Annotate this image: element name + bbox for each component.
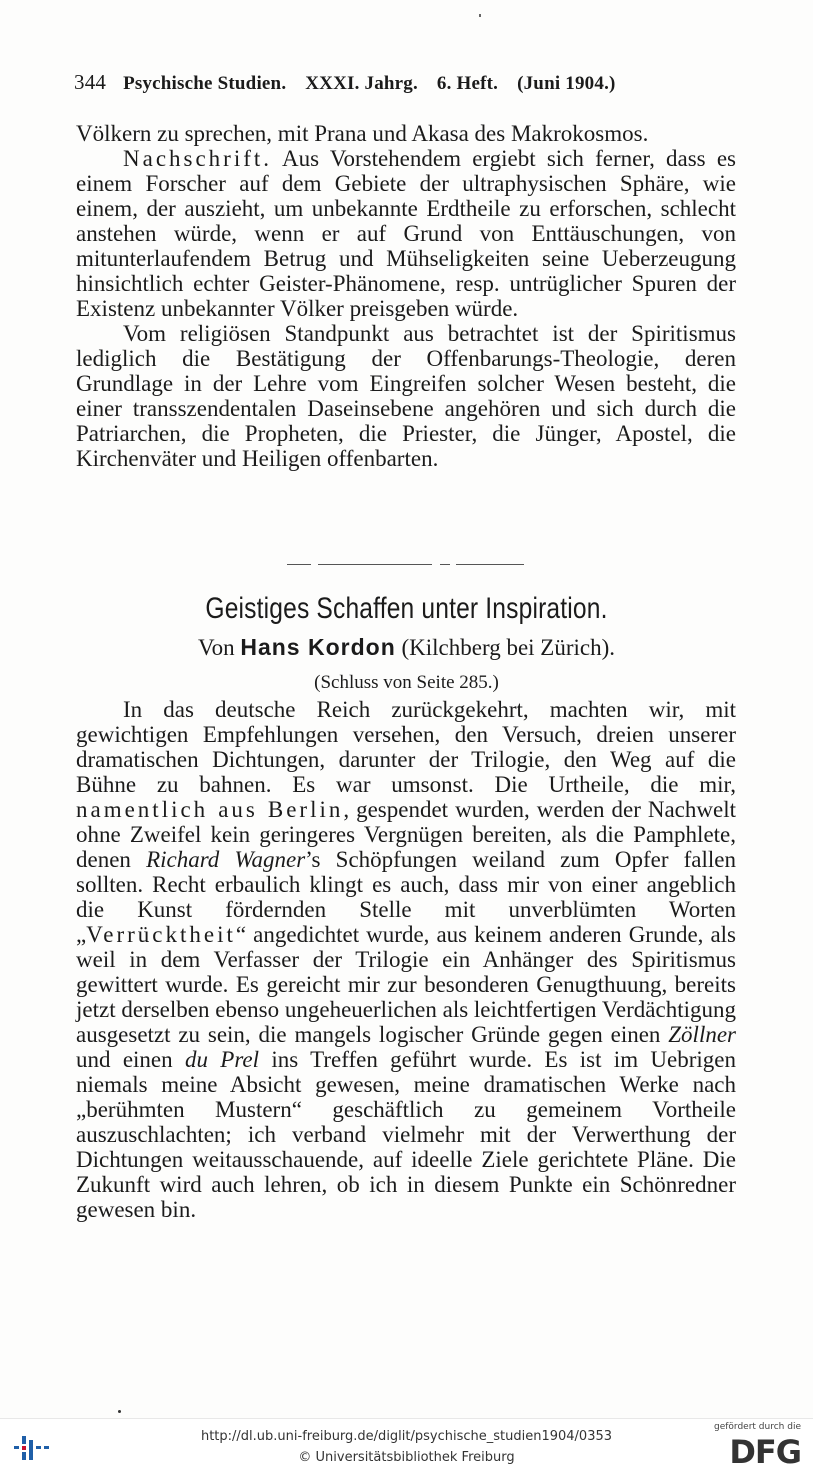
- separator-rule: [440, 564, 450, 565]
- issue-date: (Juni 1904.): [517, 73, 616, 94]
- continuation-note: (Schluss von Seite 285.): [314, 672, 499, 693]
- article-body: [76, 697, 736, 1222]
- italic-name: du Prel: [184, 1047, 260, 1072]
- article-byline: [0, 634, 813, 661]
- paragraph: [76, 697, 736, 1222]
- separator-rule: [456, 564, 524, 565]
- emphasized-text: namentlich aus Berlin: [76, 797, 344, 822]
- author-name: Hans Kordon: [240, 634, 396, 660]
- nachschrift-text: Aus Vorstehendem ergiebt sich ferner, dass es einem Forscher auf dem Gebiete der ultraphysischen Sphäre, wie einem, der auszieht, um unbekannte Erdtheile zu erforschen, schlecht anstehen würde, wenn er auf Grund von Enttäuschungen, von mitunterlaufendem Betrug und Mühseligkeiten seine Ueberzeugung hinsichtlich echter Geister-Phänomene, resp. untrüglicher Spuren der Existenz unbekannter Völker preisgeben würde.: [76, 146, 736, 321]
- journal-name: Psychische Studien.: [123, 73, 287, 94]
- byline-prefix: Von: [197, 635, 235, 660]
- text-run: ins Treffen geführt wurde. Es ist im Uebrigen niemals meine Absicht gewesen, meine dramatischen Werke nach „berühmten Mustern“ geschäftlich zu gemeinem Vortheile auszuschlachten; ich verband vielmehr mit der Verwerthung der Dichtungen weitausschauende, auf ideelle Ziele gerichtete Pläne. Die Zukunft wird auch lehren, ob ich in diesem Punkte ein Schönredner gewesen bin.: [76, 1047, 736, 1222]
- emphasized-text: Verrücktheit: [86, 922, 236, 947]
- text-run: In das deutsche Reich zurückgekehrt, machten wir, mit gewichtigen Empfehlungen versehen, den Versuch, dreien unserer dramatischen Dichtungen, darunter der Trilogie, den Weg auf die Bühne zu bahnen. Es war umsonst. Die Urtheile, die mir,: [76, 697, 736, 797]
- separator-rule: [287, 564, 311, 565]
- running-header: [74, 70, 686, 95]
- copyright-notice: © Universitätsbibliothek Freiburg: [298, 1450, 515, 1465]
- dfg-caption: gefördert durch die: [714, 1422, 801, 1432]
- text-run: und einen: [76, 1047, 185, 1072]
- paragraph: Vom religiösen Standpunkt aus betrachtet ist der Spiritismus lediglich die Bestätigung der Offenbarungs-Theologie, deren Grundlage in der Lehre vom Eingreifen solcher Wesen besteht, die einer transszendentalen Daseinsebene angehören und sich durch die Patriarchen, die Propheten, die Priester, die Jünger, Apostel, die Kirchenväter und Heiligen offenbarten.: [76, 321, 736, 471]
- ink-speck: [479, 14, 481, 17]
- source-url[interactable]: http://dl.ub.uni-freiburg.de/diglit/psychische_studien1904/0353: [200, 1429, 613, 1444]
- nachschrift-heading: Nachschrift.: [123, 146, 273, 171]
- viewer-footer: [0, 1418, 813, 1474]
- paragraph-nachschrift: [76, 146, 736, 321]
- issue: 6. Heft.: [436, 73, 499, 94]
- ink-speck: [118, 1410, 121, 1413]
- text-run: ’s Schöpfungen weiland zum Opfer fallen sollten. Recht erbaulich klingt es auch, dass mir von einer angeblich die Kunst fördernden Stelle mit unverblümten Worten „: [76, 847, 737, 947]
- dfg-logo: DFG: [729, 1433, 801, 1471]
- separator-rule: [318, 564, 432, 565]
- italic-name: Zöllner: [668, 1022, 736, 1047]
- continued-text: [76, 121, 736, 471]
- author-place: (Kilchberg bei Zürich).: [401, 635, 616, 660]
- text-run: “ angedichtet wurde, aus keinem anderen Grunde, als weil in dem Verfasser der Trilogie ein Anhänger des Spiritismus gewittert wurde. Es gereicht mir zur besonderen Genugthuung, bereits jetzt derselben ebenso ungeheuerlichen als leichtfertigen Verdächtigung ausgesetzt zu sein, die mangels logischer Gründe gegen einen: [76, 922, 736, 1047]
- italic-name: Richard Wagner: [146, 847, 306, 872]
- paragraph: Völkern zu sprechen, mit Prana und Akasa des Makrokosmos.: [76, 121, 649, 146]
- page-number: 344: [74, 70, 107, 94]
- article-title: Geistiges Schaffen unter Inspiration.: [205, 592, 608, 625]
- volume: XXXI. Jahrg.: [305, 73, 418, 94]
- text-run: , gespendet wurden, werden der Nachwelt ohne Zweifel kein geringeres Vergnügen bereiten, als die Pamphlete, denen: [76, 797, 736, 872]
